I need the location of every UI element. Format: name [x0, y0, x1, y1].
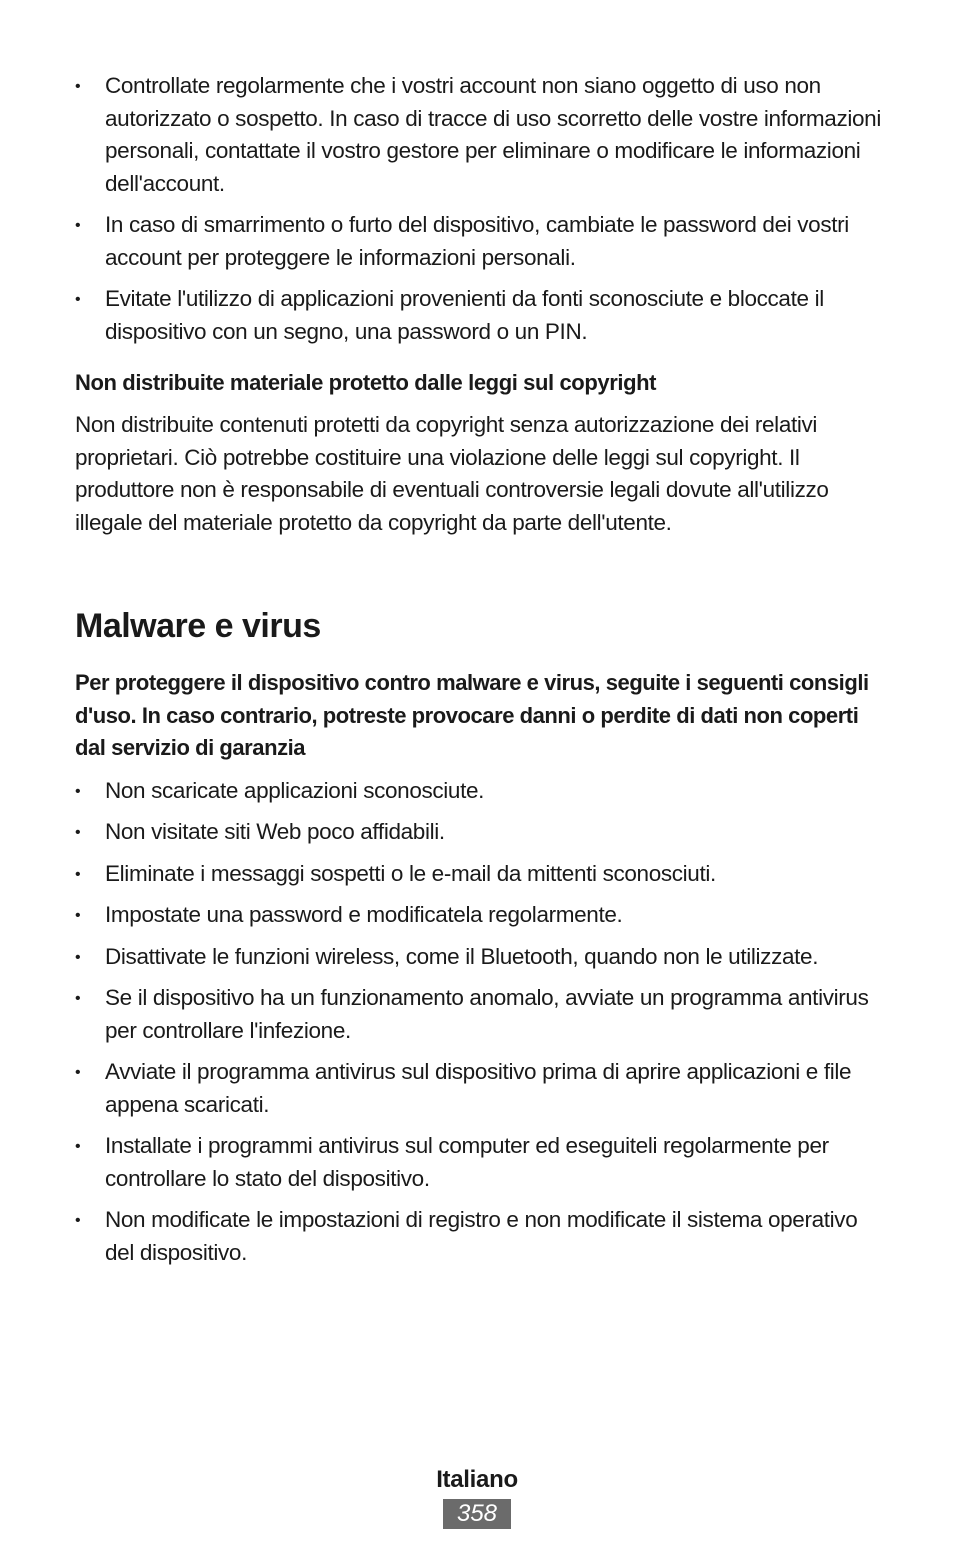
section-title: Malware e virus — [75, 607, 321, 645]
copyright-paragraph: Non distribuite contenuti protetti da copyright senza autorizzazione dei relativi proprietari. Ciò potrebbe costituire una violazione delle leggi sul copyright. Il produttore non è responsabile di eventuali controversie legali dovute all'utilizzo illegale del materiale protetto da copyright da parte dell'utente. — [75, 412, 829, 535]
list-item: • Disattivate le funzioni wireless, come il Bluetooth, quando non le utilizzate. — [75, 941, 885, 974]
copyright-heading: Non distribuite materiale protetto dalle leggi sul copyright — [75, 370, 657, 395]
page-footer — [0, 1464, 954, 1529]
account-security-list — [75, 70, 885, 348]
document-page — [75, 70, 885, 1278]
footer-language: Italiano — [436, 1466, 518, 1493]
list-item: • Eliminate i messaggi sospetti o le e-mail da mittenti sconosciuti. — [75, 858, 885, 891]
malware-intro: Per proteggere il dispositivo contro malware e virus, seguite i seguenti consigli d'uso. In caso contrario, potreste provocare danni o perdite di dati non coperti dal servizio di garanzia — [75, 670, 869, 760]
list-item: • Impostate una password e modificatela regolarmente. — [75, 899, 885, 932]
list-item: • Non visitate siti Web poco affidabili. — [75, 816, 885, 849]
list-item: • Non scaricate applicazioni sconosciute. — [75, 775, 885, 808]
list-item: • Evitate l'utilizzo di applicazioni provenienti da fonti sconosciute e bloccate il dispositivo con un segno, una password o un PIN. — [75, 283, 885, 348]
list-item: • Non modificate le impostazioni di registro e non modificate il sistema operativo del dispositivo. — [75, 1204, 885, 1269]
list-item: • Installate i programmi antivirus sul computer ed eseguiteli regolarmente per controllare lo stato del dispositivo. — [75, 1130, 885, 1195]
list-item: • Se il dispositivo ha un funzionamento anomalo, avviate un programma antivirus per controllare l'infezione. — [75, 982, 885, 1047]
list-item: • In caso di smarrimento o furto del dispositivo, cambiate le password dei vostri account per proteggere le informazioni personali. — [75, 209, 885, 274]
page-number-badge: 358 — [443, 1499, 511, 1529]
list-item: • Avviate il programma antivirus sul dispositivo prima di aprire applicazioni e file appena scaricati. — [75, 1056, 885, 1121]
list-item: • Controllate regolarmente che i vostri account non siano oggetto di uso non autorizzato o sospetto. In caso di tracce di uso scorretto delle vostre informazioni personali, contattate il vostro gestore per eliminare o modificare le informazioni dell'account. — [75, 70, 885, 200]
malware-tips-list — [75, 775, 885, 1270]
